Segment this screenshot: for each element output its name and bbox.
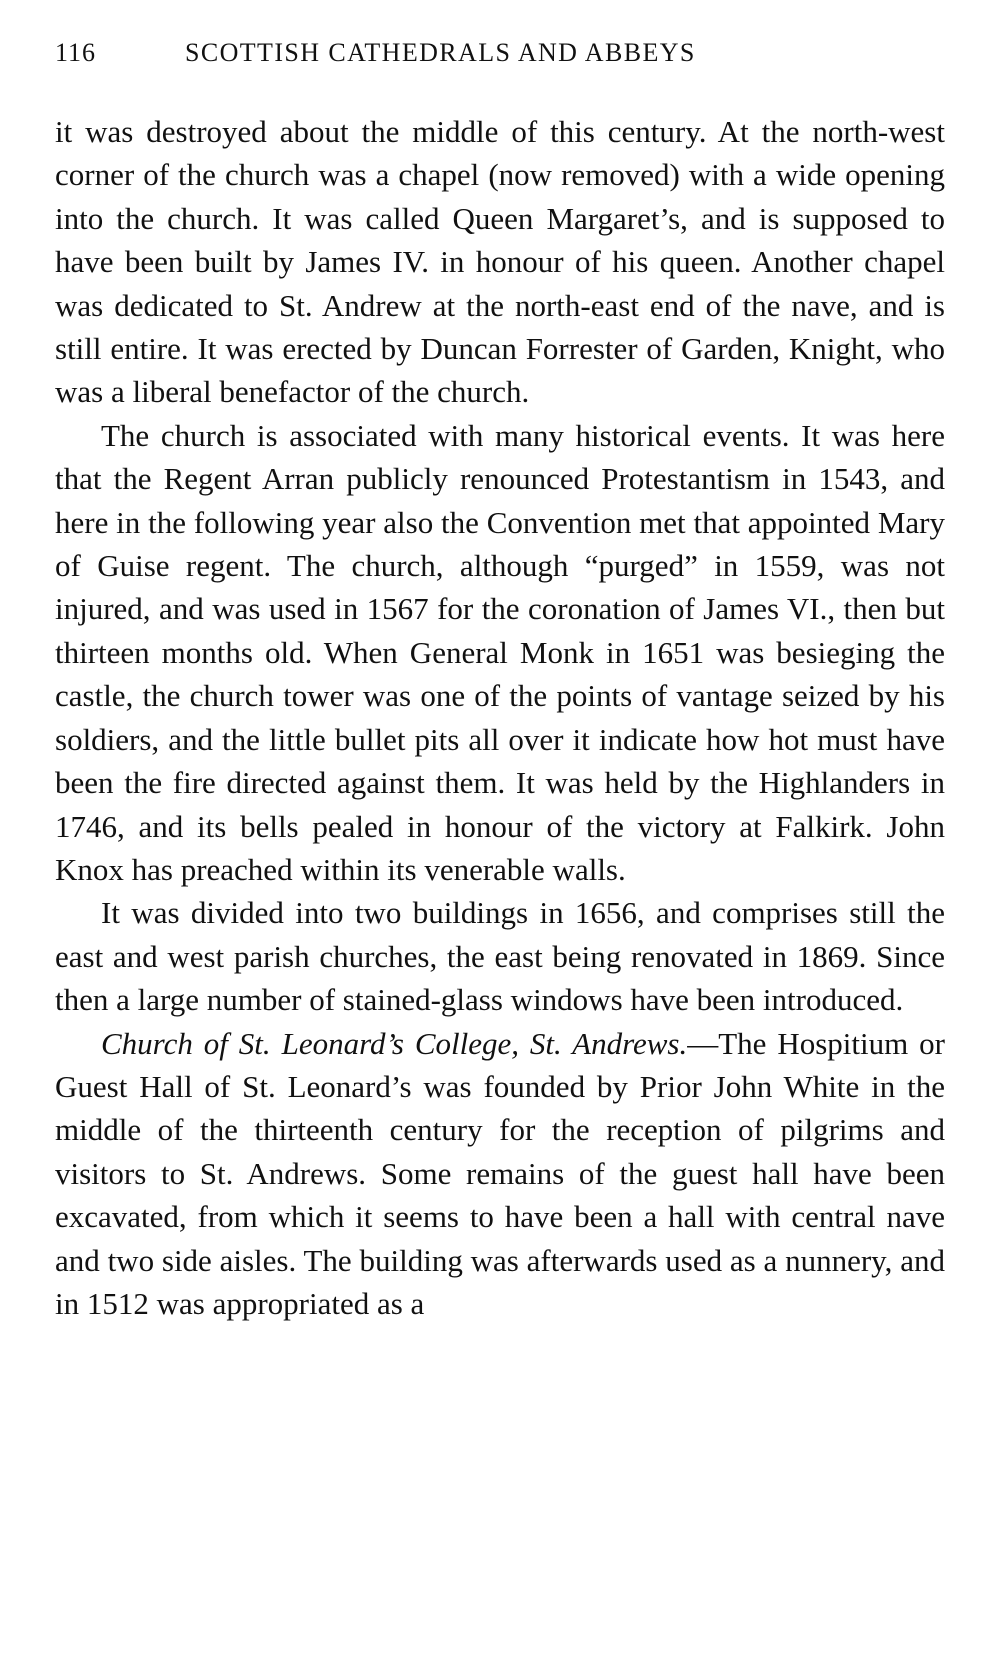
running-title: SCOTTISH CATHEDRALS AND ABBEYS (185, 38, 696, 67)
running-head (55, 36, 945, 70)
section-heading: Church of St. Leonard’s College, St. Andrews. (101, 1025, 688, 1061)
body-text (55, 110, 945, 1325)
heading-dash: — (687, 1025, 719, 1061)
paragraph-continuation: it was destroyed about the middle of this century. At the north-west corner of the church was a chapel (now removed) with a wide opening into the church. It was called Queen Margaret’s, and is supposed to have been built by James IV. in honour of his queen. Another chapel was dedicated to St. Andrew at the north-east end of the nave, and is still entire. It was erected by Duncan Forrester of Garden, Knight, who was a liberal benefactor of the church. (55, 114, 945, 410)
paragraph-st-leonards (55, 1022, 945, 1326)
paragraph-st-leonards-text: The Hospitium or Guest Hall of St. Leonard’s was founded by Prior John White in the middle of the thirteenth century for the reception of pilgrims and visitors to St. Andrews. Some remains of the guest hall have been excavated, from which it seems to have been a hall with central nave and two side aisles. The building was afterwards used as a nunnery, and in 1512 was appropriated as a (55, 1025, 945, 1321)
paragraph-historical-events: The church is associated with many historical events. It was here that the Regent Arran publicly renounced Protestantism in 1543, and here in the following year also the Convention met that appointed Mary of Guise regent. The church, although “purged” in 1559, was not injured, and was used in 1567 for the coronation of James VI., then but thirteen months old. When General Monk in 1651 was besieging the castle, the church tower was one of the points of vantage seized by his soldiers, and the little bullet pits all over it indicate how hot must have been the fire directed against them. It was held by the Highlanders in 1746, and its bells pealed in honour of the victory at Falkirk. John Knox has preached within its venerable walls. (55, 417, 945, 887)
page-number: 116 (55, 38, 97, 67)
paragraph-division: It was divided into two buildings in 1656, and comprises still the east and west parish churches, the east being renovated in 1869. Since then a large number of stained-glass windows have been introduced. (55, 895, 945, 1018)
